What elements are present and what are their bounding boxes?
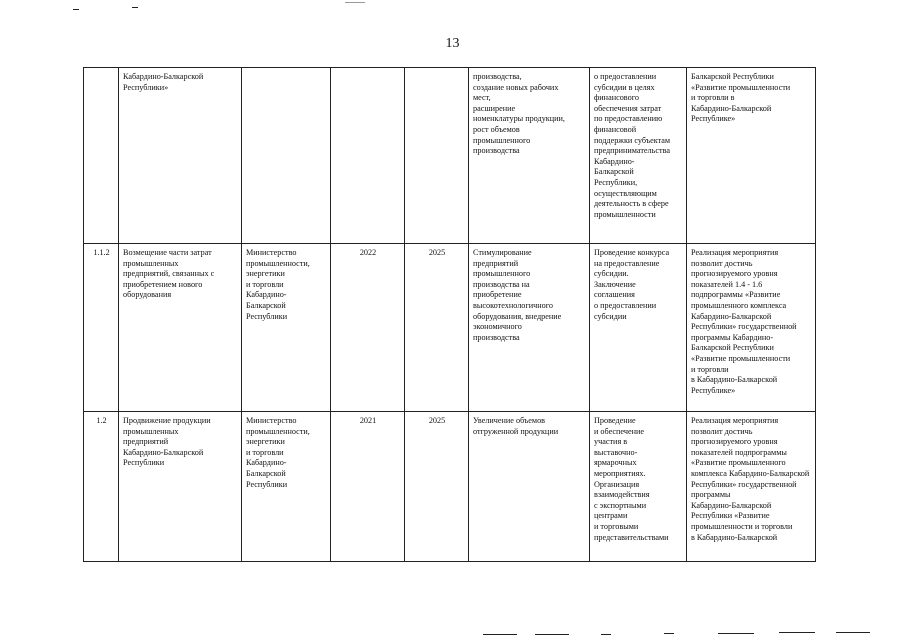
scan-mark <box>779 632 815 633</box>
event-name-cell <box>119 244 242 412</box>
indicator-link-cell <box>687 412 816 562</box>
event-name-cell <box>119 412 242 562</box>
expected-result-cell <box>469 412 590 562</box>
end-year-cell-text: 2025 <box>428 416 446 425</box>
scan-mark <box>664 633 674 634</box>
indicator-link-cell <box>687 244 816 412</box>
implementation-mechanism-cell-text: Проведение и обеспечение участия в выставочно- ярмарочных мероприятиях. Организация взаимодействия с экспортными центрами и торговыми представительствами <box>594 416 669 542</box>
row-number-cell-text: 1.1.2 <box>93 248 110 257</box>
scan-mark <box>718 633 754 634</box>
end-year-cell <box>405 244 469 412</box>
page-number: 13 <box>445 36 460 51</box>
table-row <box>84 412 816 562</box>
indicator-link-cell-text: Балкарской Республики «Развитие промышленности и торговли в Кабардино-Балкарской Республике» <box>691 72 791 124</box>
scan-mark <box>601 634 611 635</box>
table-row <box>84 68 816 244</box>
executor-cell <box>242 68 331 244</box>
implementation-mechanism-cell <box>590 68 687 244</box>
executor-cell-text: Министерство промышленности, энергетики и торговли Кабардино- Балкарской Республики <box>246 248 310 321</box>
event-name-cell <box>119 68 242 244</box>
row-number-cell <box>84 244 119 412</box>
expected-result-cell-text: Увеличение объемов отгруженной продукции <box>473 416 559 436</box>
program-table <box>83 67 816 562</box>
expected-result-cell <box>469 68 590 244</box>
expected-result-cell-text: производства, создание новых рабочих мест, расширение номенклатуры продукции, рост объемов промышленного производства <box>473 72 565 156</box>
expected-result-cell-text: Стимулирование предприятий промышленного производства на приобретение высокотехнологичного оборудования, внедрение экономичного производства <box>473 248 562 342</box>
row-number-cell-text: 1.2 <box>96 416 107 425</box>
executor-cell <box>242 412 331 562</box>
start-year-cell-text: 2022 <box>359 248 377 257</box>
event-name-cell-text: Возмещение части затрат промышленных предприятий, связанных с приобретением нового оборудования <box>123 248 215 300</box>
table-row <box>84 244 816 412</box>
start-year-cell <box>331 244 405 412</box>
start-year-cell-text: 2021 <box>359 416 377 425</box>
scan-mark <box>73 9 79 10</box>
indicator-link-cell-text: Реализация мероприятия позволит достичь прогнозируемого уровня показателей подпрограммы «Развитие промышленного комплекса Кабардино-Балкарской Республики» государственной программы Кабардино-Балкарской Республики «Развитие промышленности и торговли в Кабардино-Балкарской <box>691 416 810 542</box>
end-year-cell-text: 2025 <box>428 248 446 257</box>
end-year-cell <box>405 412 469 562</box>
end-year-cell <box>405 68 469 244</box>
table-body <box>84 68 816 562</box>
implementation-mechanism-cell-text: Проведение конкурса на предоставление субсидии. Заключение соглашения о предоставлении субсидии <box>594 248 670 321</box>
executor-cell-text: Министерство промышленности, энергетики и торговли Кабардино- Балкарской Республики <box>246 416 310 489</box>
executor-cell <box>242 244 331 412</box>
scan-mark <box>483 634 517 635</box>
indicator-link-cell-text: Реализация мероприятия позволит достичь прогнозируемого уровня показателей 1.4 - 1.6 подпрограммы «Развитие промышленного комплекса Кабардино-Балкарской Республики» государственной программы Кабардино- Балкарской Республики «Развитие промышленности и торговли в Кабардино-Балкарской Республике» <box>691 248 797 395</box>
expected-result-cell <box>469 244 590 412</box>
indicator-link-cell <box>687 68 816 244</box>
event-name-cell-text: Продвижение продукции промышленных предприятий Кабардино-Балкарской Республики <box>123 416 211 468</box>
scan-mark <box>345 2 365 3</box>
start-year-cell <box>331 68 405 244</box>
implementation-mechanism-cell-text: о предоставлении субсидии в целях финансового обеспечения затрат по предоставлению финансовой поддержки субъектам предпринимательства Кабардино- Балкарской Республики, осуществляющим деятельность в сфере промышленности <box>594 72 671 219</box>
start-year-cell <box>331 412 405 562</box>
implementation-mechanism-cell <box>590 244 687 412</box>
event-name-cell-text: Кабардино-Балкарской Республики» <box>123 72 204 92</box>
scan-mark <box>132 7 138 8</box>
scan-mark <box>535 634 569 635</box>
implementation-mechanism-cell <box>590 412 687 562</box>
row-number-cell <box>84 412 119 562</box>
row-number-cell <box>84 68 119 244</box>
scan-mark <box>836 632 870 633</box>
